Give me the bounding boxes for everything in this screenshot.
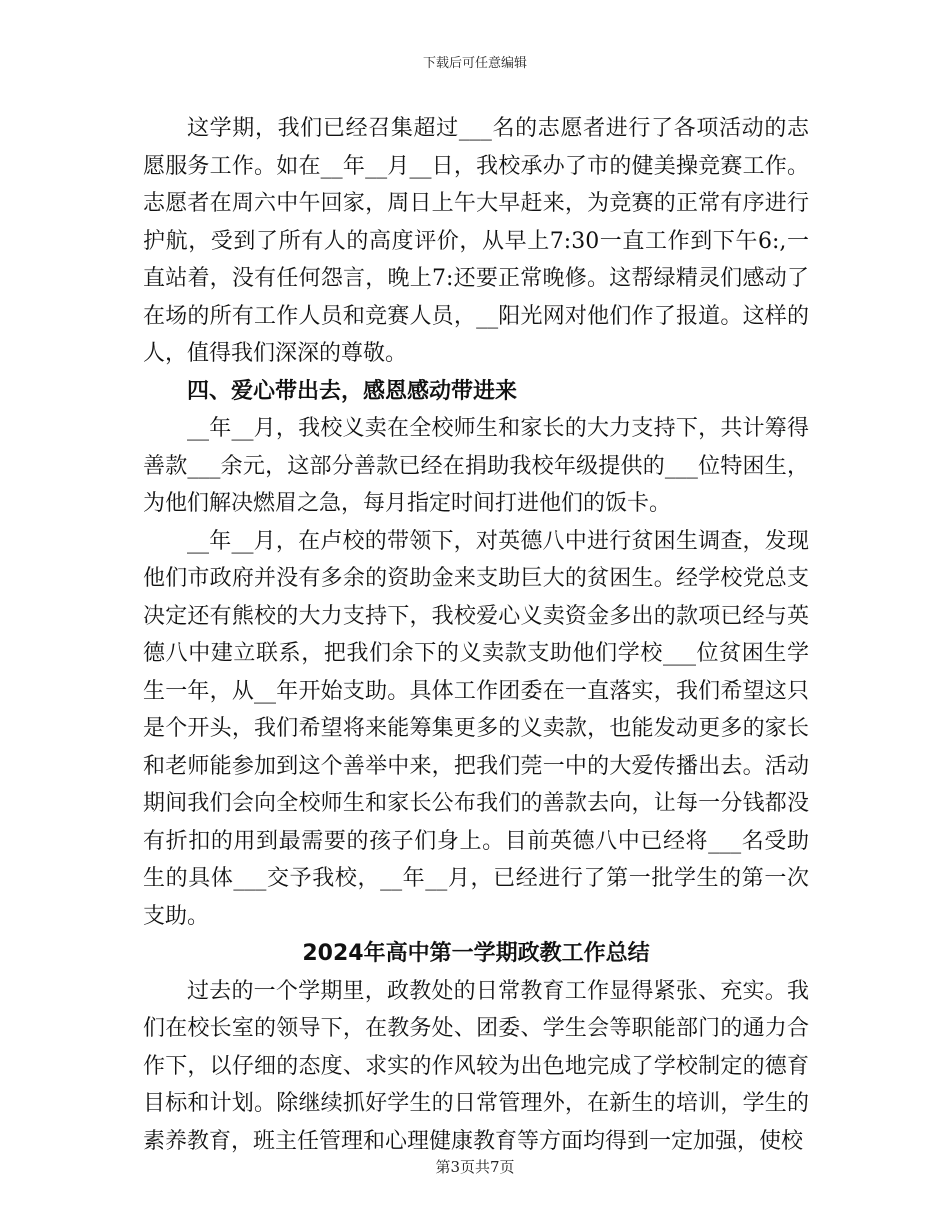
section-heading: 四、爱心带出去，感恩感动带进来	[187, 378, 518, 404]
page-footer: 第3页共7页	[435, 1158, 515, 1176]
document-body	[143, 110, 809, 1160]
volunteer-paragraph: 这学期，我们已经召集超过___名的志愿者进行了各项活动的志愿服务工作。如在__年__月__日，我校承办了市的健美操竞赛工作。志愿者在周六中午回家，周日上午大早赶来，为竞赛的正常有序进行护航，受到了所有人的高度评价，从早上7:30一直工作到下午6:,一直站着，没有任何怨言，晚上7:还要正常晚修。这帮绿精灵们感动了在场的所有工作人员和竞赛人员，__阳光网对他们作了报道。这样的人，值得我们深深的尊敬。	[143, 116, 809, 366]
poverty-aid-paragraph: __年__月，在卢校的带领下，对英德八中进行贫困生调查，发现他们市政府并没有多余的资助金来支助巨大的贫困生。经学校党总支决定还有熊校的大力支持下，我校爱心义卖资金多出的款项已经与英德八中建立联系，把我们余下的义卖款支助他们学校___位贫困生学生一年，从__年开始支助。具体工作团委在一直落实，我们希望这只是个开头，我们希望将来能筹集更多的义卖款，也能发动更多的家长和老师能参加到这个善举中来，把我们莞一中的大爱传播出去。活动期间我们会向全校师生和家长公布我们的善款去向，让每一分钱都没有折扣的用到最需要的孩子们身上。目前英德八中已经将___名受助生的具体___交予我校，__年__月，已经进行了第一批学生的第一次支助。	[143, 528, 809, 929]
charity-sale-paragraph: __年__月，我校义卖在全校师生和家长的大力支持下，共计筹得善款___余元，这部分善款已经在捐助我校年级提供的___位特困生，为他们解决燃眉之急，每月指定时间打进他们的饭卡。	[143, 416, 809, 516]
document-title: 2024年高中第一学期政教工作总结	[302, 941, 650, 966]
page-header: 下载后可任意编辑	[422, 56, 527, 71]
summary-paragraph: 过去的一个学期里，政教处的日常教育工作显得紧张、充实。我们在校长室的领导下，在教务处、团委、学生会等职能部门的通力合作下，以仔细的态度、求实的作风较为出色地完成了学校制定的德育目标和计划。除继续抓好学生的日常管理外，在新生的培训，学生的素养教育，班主任管理和心理健康教育等方面均得到一定加强，使校	[143, 978, 809, 1154]
